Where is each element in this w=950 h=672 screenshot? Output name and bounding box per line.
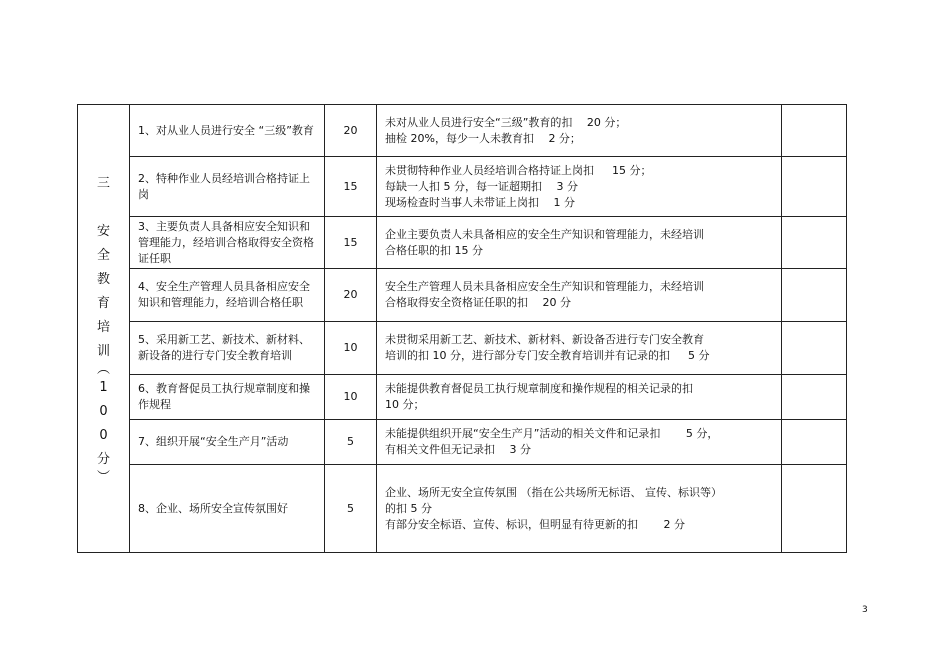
score-cell: 10 <box>325 322 377 375</box>
deduction-rule-cell <box>377 157 782 217</box>
rule-line: 安全生产管理人员未具备相应安全生产知识和管理能力，未经培训 <box>385 280 704 293</box>
score-cell: 5 <box>325 465 377 553</box>
item-cell: 2、特种作业人员经培训合格持证上岗 <box>130 157 325 217</box>
score-cell: 15 <box>325 157 377 217</box>
section-heading-cell <box>78 105 130 553</box>
score-cell: 5 <box>325 420 377 465</box>
table-row <box>78 322 847 375</box>
item-cell: 8、企业、场所安全宣传氛围好 <box>130 465 325 553</box>
deduction-rule-cell <box>377 420 782 465</box>
blank-cell <box>782 269 847 322</box>
rule-line: 未能提供教育督促员工执行规章制度和操作规程的相关记录的扣 <box>385 382 693 395</box>
deduction-rule-cell <box>377 217 782 269</box>
score-cell: 15 <box>325 217 377 269</box>
rule-line: 未对从业人员进行安全“三级”教育的扣 20 分； <box>385 115 627 129</box>
item-cell: 6、教育督促员工执行规章制度和操作规程 <box>130 375 325 420</box>
score-cell: 20 <box>325 269 377 322</box>
score-cell: 10 <box>325 375 377 420</box>
rule-line: 未能提供组织开展“安全生产月”活动的相关文件和记录扣 5 分， <box>385 427 719 440</box>
blank-cell <box>782 420 847 465</box>
rule-line: 企业、场所无安全宣传氛围 （指在公共场所无标语、 宣传、标识等） <box>385 485 722 499</box>
assessment-table <box>77 104 847 553</box>
blank-cell <box>782 217 847 269</box>
item-cell: 7、组织开展“安全生产月”活动 <box>130 420 325 465</box>
rule-line: 现场检查时当事人未带证上岗扣 1 分 <box>385 195 575 209</box>
blank-cell <box>782 375 847 420</box>
rule-line: 的扣 5 分 <box>385 501 432 515</box>
item-cell: 4、安全生产管理人员具备相应安全知识和管理能力，经培训合格任职 <box>130 269 325 322</box>
table-row <box>78 217 847 269</box>
section-title <box>97 172 111 484</box>
rule-line: 抽检 20%，每少一人未教育扣 2 分； <box>385 131 581 145</box>
rule-line: 有相关文件但无记录扣 3 分 <box>385 443 531 456</box>
blank-cell <box>782 105 847 157</box>
table-row <box>78 157 847 217</box>
rule-line: 10 分； <box>385 398 425 411</box>
rule-line: 每缺一人扣 5 分，每一证超期扣 3 分 <box>385 179 578 193</box>
deduction-rule-cell <box>377 322 782 375</box>
section-number: 三 <box>96 175 110 191</box>
table-row <box>78 105 847 157</box>
table-row <box>78 465 847 553</box>
blank-cell <box>782 322 847 375</box>
rule-line: 合格任职的扣 15 分 <box>385 243 483 257</box>
deduction-rule-cell <box>377 375 782 420</box>
item-cell: 5、采用新工艺、新技术、新材料、新设备的进行专门安全教育培训 <box>130 322 325 375</box>
blank-cell <box>782 465 847 553</box>
section-points: 100 <box>99 379 108 443</box>
table-row <box>78 420 847 465</box>
section-open-paren: ︵ <box>96 361 110 377</box>
rule-line: 企业主要负责人未具备相应的安全生产知识和管理能力，未经培训 <box>385 227 704 241</box>
section-name: 安全教育培训 <box>96 223 110 359</box>
table-row <box>78 269 847 322</box>
rule-line: 合格取得安全资格证任职的扣 20 分 <box>385 296 571 309</box>
rule-line: 有部分安全标语、宣传、标识，但明显有待更新的扣 2 分 <box>385 517 685 531</box>
page-number: 3 <box>862 605 868 615</box>
deduction-rule-cell <box>377 105 782 157</box>
item-cell: 3、主要负责人具备相应安全知识和管理能力，经培训合格取得安全资格证任职 <box>130 217 325 269</box>
item-cell: 1、对从业人员进行安全 “三级”教育 <box>130 105 325 157</box>
deduction-rule-cell <box>377 269 782 322</box>
rule-line: 未贯彻特种作业人员经培训合格持证上岗扣 15 分； <box>385 163 652 177</box>
rule-line: 培训的扣 10 分，进行部分专门安全教育培训并有记录的扣 5 分 <box>385 349 710 362</box>
blank-cell <box>782 157 847 217</box>
score-cell: 20 <box>325 105 377 157</box>
section-close-paren: ︶ <box>96 469 110 485</box>
deduction-rule-cell <box>377 465 782 553</box>
table-row <box>78 375 847 420</box>
rule-line: 未贯彻采用新工艺、新技术、新材料、新设备否进行专门安全教育 <box>385 333 704 346</box>
section-points-unit: 分 <box>96 451 110 467</box>
